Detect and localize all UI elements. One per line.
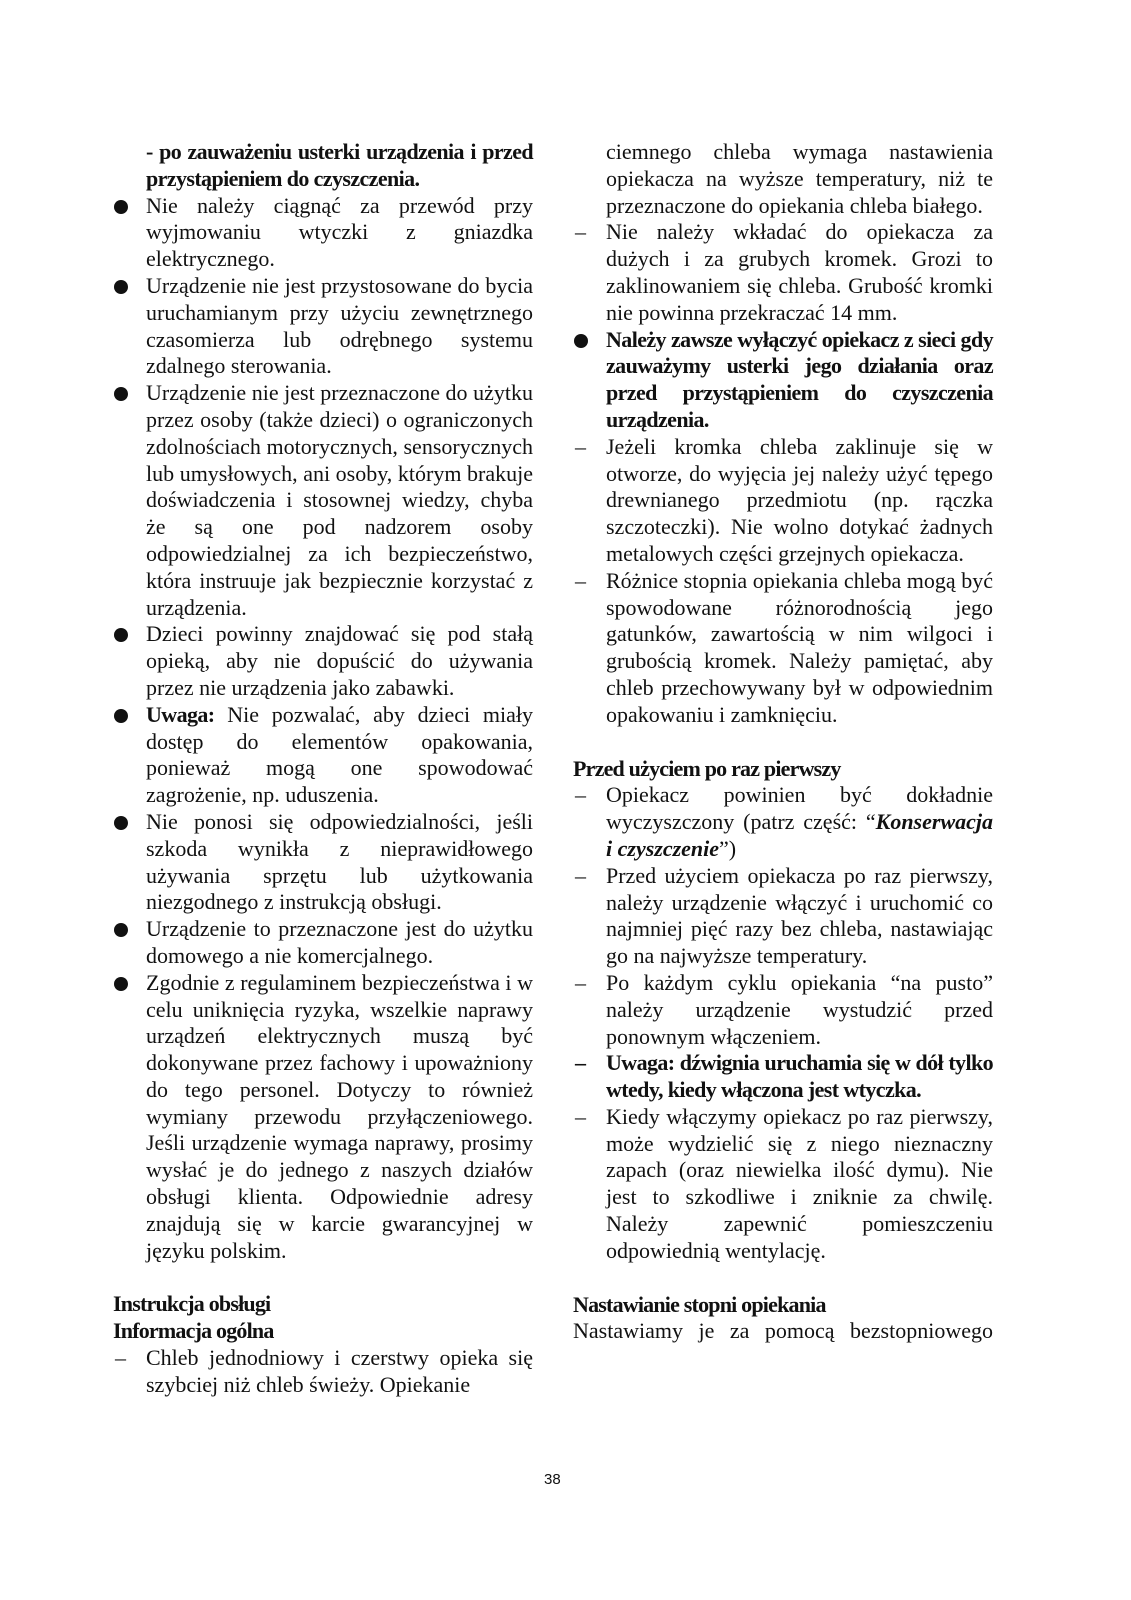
list-item-text: Jeżeli kromka chleba zaklinuje się w otworze, do wyjęcia jej należy użyć tępego drewnianego przedmiotu (np. rączka szczoteczki). Nie wolno dotykać żadnych metalowych części grzejnych opiekacza. [606, 433, 993, 566]
section-heading-first-use: Przed użyciem po raz pierwszy [573, 755, 841, 781]
list-item-text: ciemnego chleba wymaga nastawienia opiekacza na wyższe temperatury, niż te przeznaczone do opiekania chleba białego. [606, 139, 993, 218]
list-item-text: Zgodnie z regulaminem bezpieczeństwa i w celu uniknięcia ryzyka, wszelkie naprawy urządzeń elektrycznych muszą być dokonywane przez fachowy i upoważniony do tego personel. Dotyczy to również wymiany przewodu przyłączeniowego. Jeśli urządzenie wymaga naprawy, prosimy wysłać je do jednego z naszych działów obsługi klienta. Odpowiednie adresy znajdują się w karcie gwarancyjnej w języku polskim. [146, 969, 533, 1263]
paragraph-text: Nastawiamy je za pomocą bezstopniowego [573, 1318, 993, 1344]
page-number: 38 [544, 1471, 561, 1488]
list-item [573, 219, 993, 326]
list-item-text: Dzieci powinny znajdować się pod stałą opieką, aby nie dopuścić do używania przez nie urządzenia jako zabawki. [146, 621, 533, 700]
list-item-warning [573, 1050, 993, 1104]
dash-icon: – [575, 862, 586, 888]
list-item-text: Urządzenie to przeznaczone jest do użytku domowego a nie komercjalnego. [146, 916, 533, 968]
list-item [573, 434, 993, 568]
list-item [113, 621, 533, 701]
right-column [573, 139, 993, 1345]
list-item [113, 273, 533, 380]
list-item [113, 970, 533, 1265]
list-item [113, 193, 533, 273]
list-item-warning [113, 702, 533, 809]
dash-icon: – [575, 1050, 586, 1076]
list-item-text: Uwaga: dźwignia uruchamia się w dół tylko wtedy, kiedy włączona jest wtyczka. [606, 1050, 993, 1103]
list-item [573, 970, 993, 1050]
list-item-text: Chleb jednodniowy i czerstwy opieka się szybciej niż chleb świeży. Opiekanie [146, 1345, 533, 1397]
list-item [573, 863, 993, 970]
list-item-hyphen [113, 139, 533, 193]
list-item-text: Różnice stopnia opiekania chleba mogą być spowodowane różnorodnością jego gatunków, zawartością w nim wilgoci i grubością kromek. Należy pamiętać, aby chleb przechowywany był w odpowiednim opakowaniu i zamknięciu. [606, 567, 993, 727]
list-item [573, 782, 993, 862]
list-item [573, 1104, 993, 1265]
section-heading-instructions: Instrukcja obsługi [113, 1291, 271, 1317]
spacer [113, 1264, 533, 1291]
section-reference: Konserwacja i czyszczenie [606, 809, 993, 861]
list-item-warning [573, 327, 993, 434]
list-item-text: Nie należy ciągnąć za przewód przy wyjmowaniu wtyczki z gniazdka elektrycznego. [146, 192, 533, 272]
list-item-continuation [573, 139, 993, 219]
list-item-text: Przed użyciem opiekacza po raz pierwszy, należy urządzenie włączyć i uruchomić co najmniej pięć razy bez chleba, nastawiając go na najwyższe temperatury. [606, 862, 993, 969]
list-item-text: ”) [719, 835, 737, 861]
dash-icon: – [575, 567, 586, 593]
list-item-text: Kiedy włączymy opiekacz po raz pierwszy, może wydzielić się z niego nieznaczny zapach (oraz niewielka ilość dymu). Nie jest to szkodliwe i zniknie za chwilę. Należy zapewnić pomieszczeniu odpowiednią wentylację. [606, 1103, 993, 1263]
list-item [113, 916, 533, 970]
list-item [113, 809, 533, 916]
list-item-text: Opiekacz powinien być dokładnie wyczyszczony (patrz część: “ [606, 782, 993, 835]
list-item-text: Urządzenie nie jest przystosowane do bycia uruchamianym przy użyciu zewnętrznego czasomierza lub odrębnego systemu zdalnego sterowania. [146, 272, 533, 379]
warning-label: Uwaga: [146, 701, 215, 727]
spacer [573, 729, 993, 756]
list-item-text: Nie należy wkładać do opiekacza za dużych i za grubych kromek. Grozi to zaklinowaniem się chleba. Grubość kromki nie powinna przekraczać 14 mm. [606, 219, 993, 325]
dash-icon: – [575, 782, 586, 808]
safety-continuation-text: - po zauważeniu usterki urządzenia i przed przystąpieniem do czyszczenia. [146, 139, 533, 191]
dash-icon: – [575, 219, 586, 245]
left-column [113, 139, 533, 1399]
list-item-text: Nie ponosi się odpowiedzialności, jeśli szkoda wynikła z nieprawidłowego używania sprzętu lub użytkowania niezgodnego z instrukcją obsługi. [146, 808, 533, 915]
list-item [113, 380, 533, 621]
list-item-text: Należy zawsze wyłączyć opiekacz z sieci gdy zauważymy usterki jego działania oraz przed przystąpieniem do czyszczenia urządzenia. [606, 326, 993, 432]
list-item-text: Nie pozwalać, aby dzieci miały dostęp do elementów opakowania, ponieważ mogą one spowodować zagrożenie, np. uduszenia. [146, 701, 533, 808]
list-item-text: Po każdym cyklu opiekania “na pusto” należy urządzenie wystudzić przed ponownym włączeniem. [606, 969, 993, 1049]
dash-icon: – [115, 1345, 126, 1371]
list-item [573, 568, 993, 729]
spacer [573, 1265, 993, 1292]
list-item [113, 1345, 533, 1399]
dash-icon: – [575, 969, 586, 995]
list-item-text: Urządzenie nie jest przeznaczone do użytku przez osoby (także dzieci) o ograniczonych zdolnościach motorycznych, sensorycznych lub umysłowych, ani osoby, którym brakuje doświadczenia i stosownej wiedzy, chyba że są one pod nadzorem osoby odpowiedzialnej za ich bezpieczeństwo, która instruuje jak bezpiecznie korzystać z urządzenia. [146, 380, 533, 620]
dash-icon: – [575, 433, 586, 459]
dash-icon: – [575, 1103, 586, 1129]
section-heading-general-info: Informacja ogólna [113, 1318, 274, 1344]
section-heading-toasting-level: Nastawianie stopni opiekania [573, 1291, 826, 1317]
